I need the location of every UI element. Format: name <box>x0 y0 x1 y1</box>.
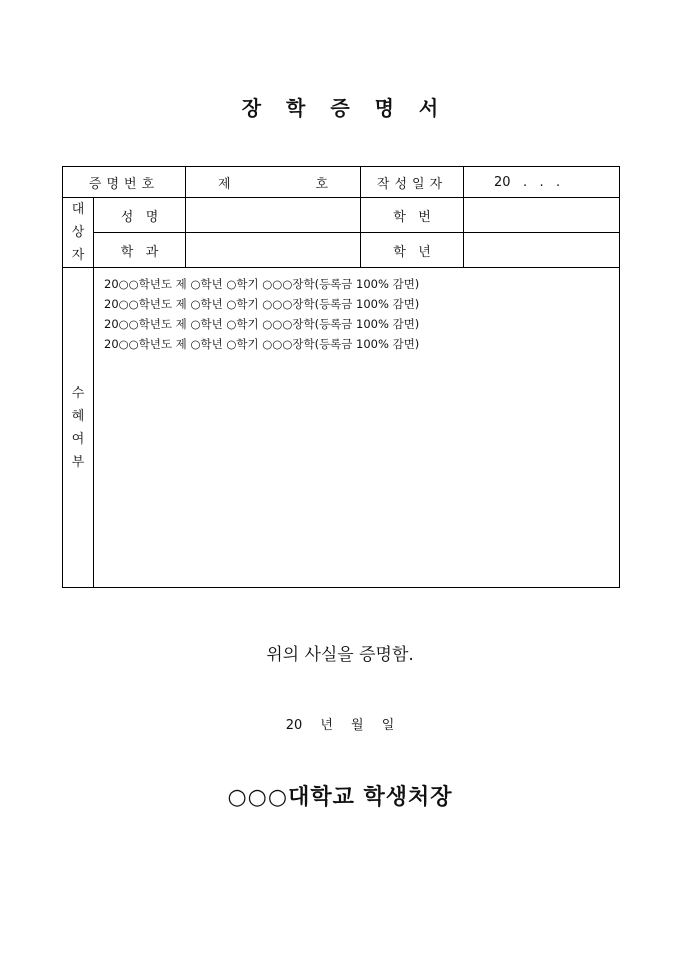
benefit-label-char: 혜 <box>71 408 85 424</box>
year-label: 학 년 <box>361 233 464 268</box>
benefit-field[interactable] <box>94 268 620 588</box>
student-id-label: 학 번 <box>361 198 464 233</box>
benefit-line: 20○○학년도 제 ○학년 ○학기 ○○○장학(등록금 100% 감면) <box>104 297 420 311</box>
cert-no-field[interactable] <box>186 167 361 198</box>
benefit-label-char: 부 <box>71 454 85 470</box>
certificate-table <box>62 166 620 588</box>
benefit-label-char: 수 <box>71 385 85 401</box>
benefit-line: 20○○학년도 제 ○학년 ○학기 ○○○장학(등록금 100% 감면) <box>104 277 420 291</box>
benefit-line: 20○○학년도 제 ○학년 ○학기 ○○○장학(등록금 100% 감면) <box>104 317 420 331</box>
date-label: 작성일자 <box>361 167 464 198</box>
student-id-field[interactable] <box>464 198 620 233</box>
benefit-label <box>63 268 94 588</box>
benefit-line: 20○○학년도 제 ○학년 ○학기 ○○○장학(등록금 100% 감면) <box>104 337 420 351</box>
cert-no-label: 증명번호 <box>63 167 186 198</box>
certification-statement: 위의 사실을 증명함. <box>266 645 414 665</box>
subject-label <box>63 198 94 268</box>
name-field[interactable] <box>186 198 361 233</box>
name-label: 성 명 <box>94 198 186 233</box>
document-title: 장 학 증 명 서 <box>241 96 448 120</box>
benefit-label-char: 여 <box>71 431 85 447</box>
date-field[interactable]: 20 . . . <box>464 167 620 198</box>
issue-date: 20 년 월 일 <box>285 718 395 733</box>
cert-no-suffix: 호 <box>315 176 329 192</box>
cert-no-prefix: 제 <box>218 176 231 192</box>
year-field[interactable] <box>464 233 620 268</box>
subject-label-char: 상 <box>71 225 85 240</box>
department-label: 학 과 <box>94 233 186 268</box>
department-field[interactable] <box>186 233 361 268</box>
issuer-name: ○○○대학교 학생처장 <box>227 785 453 810</box>
subject-label-char: 대 <box>71 202 85 217</box>
subject-label-char: 자 <box>71 248 85 263</box>
